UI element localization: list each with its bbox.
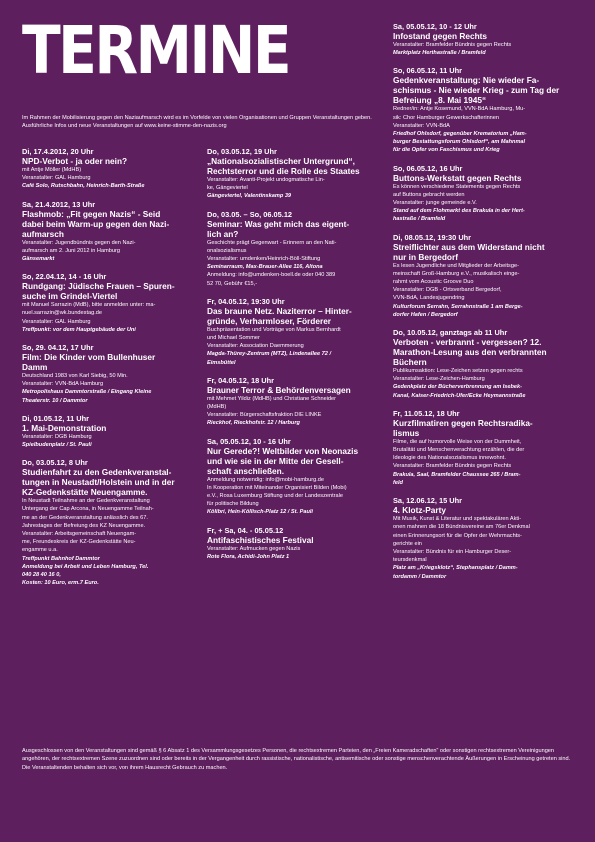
event-entry	[207, 526, 385, 561]
event-date: So, 29. 04.12, 17 Uhr	[22, 343, 94, 353]
event-entry	[22, 272, 200, 334]
event-location-line: dorfer Hafen / Bergedorf	[393, 311, 458, 318]
event-title-line: gründe, Verharmloser, Förderer	[207, 315, 332, 326]
event-detail-line: Es können verschiedene Statements gegen Rechts	[393, 183, 521, 190]
event-detail-line: Anmeldung: info@umdenken-boell.de oder 040 389	[207, 272, 336, 279]
event-title-line: schismus - Nie wieder Krieg - zum Tag der	[393, 85, 560, 96]
event-entry	[393, 328, 577, 400]
event-location-line: Kosten: 10 Euro, erm.7 Euro.	[22, 580, 99, 587]
event-title-line: nur in Bergedorf	[393, 251, 458, 262]
event-title-line: NPD-Verbot - ja oder nein?	[22, 156, 128, 166]
event-date: Di, 08.05.12, 19:30 Uhr	[393, 232, 472, 242]
event-entry	[393, 233, 577, 319]
event-detail-line: me an der Gedenkveranstaltung anlässlich des 67.	[22, 514, 148, 521]
event-entry	[22, 147, 200, 191]
event-detail-line: Publikumsaktion: Lese-Zeichen setzen gegen rechts	[393, 368, 523, 375]
event-detail-line: Veranstalter: DGB - Ortsverband Bergedorf,	[393, 287, 502, 294]
event-location-line: für die Opfer von Faschismus und Krieg	[393, 147, 500, 154]
event-location-line: Friedhof Ohlsdorf, gegenüber Krematorium „Ham-	[393, 131, 527, 138]
event-date: Fr, 04.05.12, 19:30 Uhr	[207, 296, 285, 306]
event-detail-line: Veranstalter: Bündnis für ein Hamburger Deser-	[393, 548, 512, 555]
event-date: So, 06.05.12, 16 Uhr	[393, 163, 463, 173]
event-date: Do, 03.05. – So, 06.05.12	[207, 209, 293, 219]
event-title-line: suche im Grindel-Viertel	[22, 291, 118, 302]
event-detail-line: ke, Gängeviertel	[207, 185, 248, 192]
event-date: Di, 01.05.12, 11 Uhr	[22, 413, 89, 423]
event-location-line: Spielbudenplatz / St. Pauli	[22, 442, 92, 449]
event-date: Sa, 21.4.2012, 13 Uhr	[22, 199, 96, 209]
event-detail-line: Veranstalter: Aufmucken gegen Nazis	[207, 545, 301, 552]
event-detail-line: Veranstalter: Lese-Zeichen-Hamburg	[393, 376, 485, 383]
event-detail-line: Geschichte prägt Gegenwart - Erinnern an den Nati-	[207, 239, 337, 246]
event-detail-line: Buchpräsentation und Vorträge von Markus Bernhardt	[207, 326, 341, 333]
event-location-line: 040 28 40 16 0,	[22, 572, 61, 579]
event-detail-line: onalsozialismus	[207, 247, 247, 254]
event-date: Di, 17.4.2012, 20 Uhr	[22, 147, 94, 156]
event-title-line: Rechtsterror und die Rolle des Staates	[207, 166, 360, 176]
event-date: So, 06.05.12, 11 Uhr	[393, 66, 463, 76]
event-date: Sa, 05.05.12, 10 - 12 Uhr	[393, 22, 477, 31]
event-date: Sa, 05.05.12, 10 - 16 Uhr	[207, 436, 291, 446]
event-detail-line: auf Buttons gebracht werden	[393, 191, 465, 198]
event-detail-line: gerichte ein	[393, 540, 422, 547]
event-entry	[393, 164, 577, 224]
event-date: Fr, 11.05.12, 18 Uhr	[393, 408, 460, 418]
event-detail-line: Veranstalter: Avanti-Projekt undogmatische Lin-	[207, 177, 325, 183]
event-detail-line: Es lesen Jugendliche und Mitglieder der Arbeitsge-	[393, 262, 519, 269]
event-title-line: Brauner Terror & Behördenversagen	[207, 384, 351, 395]
event-detail-line: e.V., Rosa Luxemburg Stiftung und der Landeszentrale	[207, 493, 343, 500]
event-title-line: 1. Mai-Demonstration	[22, 422, 107, 433]
event-title-line: 4. Klotz-Party	[393, 505, 447, 516]
event-date: Fr, + Sa, 04. - 05.05.12	[207, 525, 284, 535]
event-detail-line: Deutschland 1983 von Karl Siebig, 50 Min.	[22, 373, 128, 380]
event-title-line: Infostand gegen Rechts	[393, 31, 488, 41]
event-title-line: und wie sie in der Mitte der Gesell-	[207, 455, 344, 466]
event-detail-line: Veranstalter: junge gemeinde e.V.	[393, 200, 477, 207]
event-title-line: Gedenkveranstaltung: Nie wieder Fa-	[393, 75, 540, 86]
event-detail-line: Brutalität und Menschenverachtung erzählen, die der	[393, 447, 525, 454]
event-detail-line: In Neustadt Teilnahme an der Gedenkveranstaltung	[22, 498, 150, 505]
event-detail-line: Ideologie des Nationalsozialismus innewohnt.	[393, 455, 506, 462]
event-detail-line: onen mahnen die 18 Bündnisvereine am 76er Denkmal	[393, 524, 530, 531]
event-date: Fr, 04.05.12, 18 Uhr	[207, 375, 274, 385]
event-location-line: hastraße / Bramfeld	[393, 216, 446, 223]
event-location-line: Theaterstr. 10 / Dammtor	[22, 397, 88, 404]
event-location-line: Gängeviertel, Valentinskamp 39	[207, 193, 292, 200]
event-title-line: Befreiung „8. Mai 1945“	[393, 95, 487, 106]
event-location-line: Kulturforum Serrahn, Serrahnstraße 1 am Berge-	[393, 303, 523, 310]
event-detail-line: Veranstalter: umdenken/Heinrich-Böll-Stiftung	[207, 256, 321, 263]
event-detail-line: Veranstalter: Association Daemmerung	[207, 343, 304, 350]
event-entry	[207, 147, 385, 201]
event-detail-line: teursdenkmal	[393, 557, 427, 564]
footer-disclaimer: Ausgeschlossen von den Veranstaltungen sind gemäß § 6 Absatz 1 des Versammlungsgesetzes Personen, die rechtsextremen Parteien, den „Freien Kameradschaften“ oder sonstigen rechtsextremen Vereinigungen angehören, der rechtsextremen Szene zuzuordnen sind oder bereits in der Vergangenheit durch rassistische, nationalistische, antisemitische oder sonstige menschenverachtende Äußerungen in Erscheinung getreten sind. Die Veranstaltenden behalten sich vor, von ihrem Hausrecht Gebrauch zu machen.	[22, 748, 571, 771]
event-entry	[393, 22, 577, 57]
event-location-line: Anmeldung bei Arbeit und Leben Hamburg, Tel.	[22, 563, 149, 570]
event-detail-line: meinschaft Groß-Hamburg e.V., musikalisch einge-	[393, 270, 520, 277]
event-location-line: Treffpunkt Bahnhof Dammtor	[22, 555, 100, 562]
event-detail-line: Veranstalter: GAL Hamburg	[22, 318, 91, 325]
event-location-line: burger Bestattungsforum Ohlsdorf“, am Mahnmal	[393, 139, 526, 146]
event-location-line: Gänsemarkt	[22, 256, 55, 263]
event-detail-line: einen Erinnerungsort für die Opfer der Wehrmachts-	[393, 532, 522, 539]
event-entry	[393, 409, 577, 487]
event-detail-line: Veranstalter: Bramfelder Bündnis gegen Rechts	[393, 42, 512, 48]
event-detail-line: Anmeldung notwendig: info@mobi-hamburg.de	[207, 476, 325, 483]
event-detail-line: Veranstalter: GAL Hamburg	[22, 175, 91, 182]
event-title-line: Seminar: Was geht mich das eigent-	[207, 218, 350, 229]
event-detail-line: mit Manuel Sarrazin (MdB), bitte anmelden unter: ma-	[22, 302, 156, 309]
event-detail-line: Jahrestages der Befreiung des KZ Neuengamme.	[22, 522, 146, 529]
event-detail-line: engamme u.a.	[22, 547, 58, 554]
events-column-2	[207, 147, 385, 570]
event-title-line: Damm	[22, 362, 48, 373]
event-location-line: Rote Flora, Achidi-John Platz 1	[207, 553, 290, 560]
event-entry	[22, 458, 200, 587]
event-location-line: Gedenkplatz der Bücherverbrennung am Isebek-	[393, 384, 523, 391]
event-location-line: Marktplatz Herthastraße / Bramfeld	[393, 50, 486, 57]
event-location-line: Eimsbüttel	[207, 359, 236, 366]
event-detail-line: aufmarsch am 2. Juni 2012 in Hamburg	[22, 247, 120, 254]
event-entry	[207, 376, 385, 428]
event-entry	[207, 297, 385, 367]
event-detail-line: Veranstalter: VVN-BdA	[393, 122, 450, 129]
event-detail-line: mit Antje Möller (MdHB)	[22, 167, 82, 173]
event-detail-line: Filme, die auf humorvolle Weise von der Dummheit,	[393, 438, 522, 445]
event-location-line: Stand auf dem Flohmarkt des Brakula in der Hert-	[393, 208, 525, 215]
intro-text: Im Rahmen der Mobilisierung gegen den Naziaufmarsch wird es im Vorfelde von vielen Organisationen und Gruppen Veranstaltungen geben. Ausführliche Infos und neue Veranstaltungen auf www.keine-stimme-den-nazis.org	[22, 115, 372, 130]
event-location-line: Kölibri, Hein-Köllisch-Platz 12 / St. Pauli	[207, 509, 313, 516]
event-title-line: Buttons-Werkstatt gegen Rechts	[393, 172, 522, 183]
event-title-line: KZ-Gedenkstätte Neuengamme.	[22, 487, 148, 498]
event-title-line: Büchern	[393, 357, 427, 368]
event-detail-line: Mit Musik, Kunst & Literatur und spektakulären Akti-	[393, 516, 522, 523]
event-detail-line: rahmt vom Acoustic Groove Duo	[393, 279, 474, 286]
event-title-line: Streiflichter aus dem Widerstand nicht	[393, 241, 545, 252]
event-title-line: „Nationalsozialistischer Untergrund“,	[207, 156, 355, 166]
event-detail-line: Veranstalter: DGB Hamburg	[22, 433, 92, 440]
event-location-line: tordamm / Dammtor	[393, 573, 447, 580]
event-detail-line: Untergang der Cap Arcona, in Neuengamme Teilnah-	[22, 506, 154, 513]
event-location-line: Rieckhof, Rieckhofstr. 12 / Harburg	[207, 420, 300, 427]
event-location-line: Magda-Thürey-Zentrum (MTZ), Lindenallee 72 /	[207, 351, 332, 358]
event-detail-line: Veranstalter: Bramfelder Bündnis gegen Rechts	[393, 463, 512, 470]
event-entry	[393, 496, 577, 581]
event-detail-line: Veranstalter: Bürgerschaftsfraktion DIE LINKE	[207, 412, 322, 419]
event-title-line: Nur Gerede?! Weltbilder von Neonazis	[207, 445, 359, 456]
event-detail-line: Veranstalter: Arbeitsgemeinschaft Neuengam-	[22, 531, 137, 538]
event-location-line: Treffpunkt: vor dem Hauptgebäude der Uni	[22, 326, 136, 333]
event-date: Sa, 12.06.12, 15 Uhr	[393, 496, 463, 506]
event-entry	[207, 210, 385, 288]
event-entry	[393, 66, 577, 154]
event-title-line: Studienfahrt zu den Gedenkveranstal-	[22, 467, 172, 478]
event-detail-line: Redner/in: Antje Kosemund, VVN-BdA Hamburg, Mu-	[393, 106, 526, 113]
event-location-line: feld	[393, 479, 403, 486]
event-title-line: dabei beim Warm-up gegen den Nazi-	[22, 218, 170, 229]
event-detail-line: für politische Bildung	[207, 501, 259, 508]
event-title-line: lismus	[393, 427, 420, 438]
event-title-line: Marathon-Lesung aus den verbrannten	[393, 347, 547, 358]
event-entry	[22, 414, 200, 449]
event-location-line: Kanal, Kaiser-Friedrich-Ufer/Ecke Heymannstraße	[393, 392, 526, 399]
event-title-line: Verboten - verbrannt - vergessen? 12.	[393, 337, 542, 348]
event-title-line: Flashmob: „Fit gegen Nazis“ - Seid	[22, 208, 161, 219]
event-detail-line: (MdHB)	[207, 404, 227, 411]
event-detail-line: sik: Chor Hamburger Gewerkschafterinnen	[393, 114, 500, 121]
event-entry	[22, 343, 200, 405]
event-detail-line: mit Mehmet Yildiz (MdHB) und Christiane Schneider	[207, 395, 337, 402]
event-detail-line: und Michael Sommer	[207, 335, 260, 342]
event-title-line: lich an?	[207, 228, 239, 239]
event-location-line: Platz am „Kriegsklotz“, Stephansplatz / Damm-	[393, 565, 518, 572]
event-detail-line: me, Freundeskreis der KZ-Gedenkstätte Neu-	[22, 539, 136, 546]
events-column-3	[393, 22, 577, 590]
event-title-line: aufmarsch	[22, 228, 64, 239]
events-column-1	[22, 147, 200, 596]
event-detail-line: Veranstalter: Jugendbündnis gegen den Nazi-	[22, 239, 136, 246]
event-detail-line: 52 70, Gebühr €15,-	[207, 280, 258, 287]
event-title-line: Rundgang: Jüdische Frauen – Spuren-	[22, 281, 175, 292]
event-title-line: Das braune Netz. Naziterror – Hinter-	[207, 305, 352, 316]
event-date: So, 22.04.12, 14 - 16 Uhr	[22, 272, 107, 282]
event-location-line: Metropolishaus Dammtorstraße / Eingang Kleine	[22, 389, 152, 396]
event-title-line: schaft anschließen.	[207, 465, 285, 476]
event-location-line: Brakula, Saal, Bramfelder Chaussee 265 / Bram-	[393, 471, 521, 478]
event-title-line: Antifaschistisches Festival	[207, 534, 314, 545]
event-title-line: Kurzfilmatiren gegen Rechtsradika-	[393, 417, 533, 428]
event-detail-line: VVN-BdA, Landesjugendring	[393, 295, 465, 302]
event-detail-line: In Kooperation mit Miteinander Organisiert Bilden (Mobi)	[207, 484, 347, 491]
event-entry	[207, 437, 385, 517]
event-title-line: Film: Die Kinder vom Bullenhuser	[22, 352, 156, 363]
event-title-line: tungen in Neustadt/Holstein und in der	[22, 477, 175, 488]
event-entry	[22, 200, 200, 264]
event-detail-line: Veranstalter: VVN-BdA Hamburg	[22, 381, 104, 388]
event-date: Do, 03.05.12, 8 Uhr	[22, 458, 88, 468]
event-location-line: Café Solo, Rutschbahn, Heinrich-Barth-Straße	[22, 183, 145, 190]
page-title: TERMINE	[22, 12, 290, 89]
event-date: Do, 10.05.12, ganztags ab 11 Uhr	[393, 328, 508, 338]
event-detail-line: nuel.sarrazin@wk.bundestag.de	[22, 310, 102, 317]
event-location-line: Seminarraum, Max-Brauer-Allee 116, Altona	[207, 264, 323, 271]
event-date: Do, 03.05.12, 19 Uhr	[207, 147, 277, 156]
